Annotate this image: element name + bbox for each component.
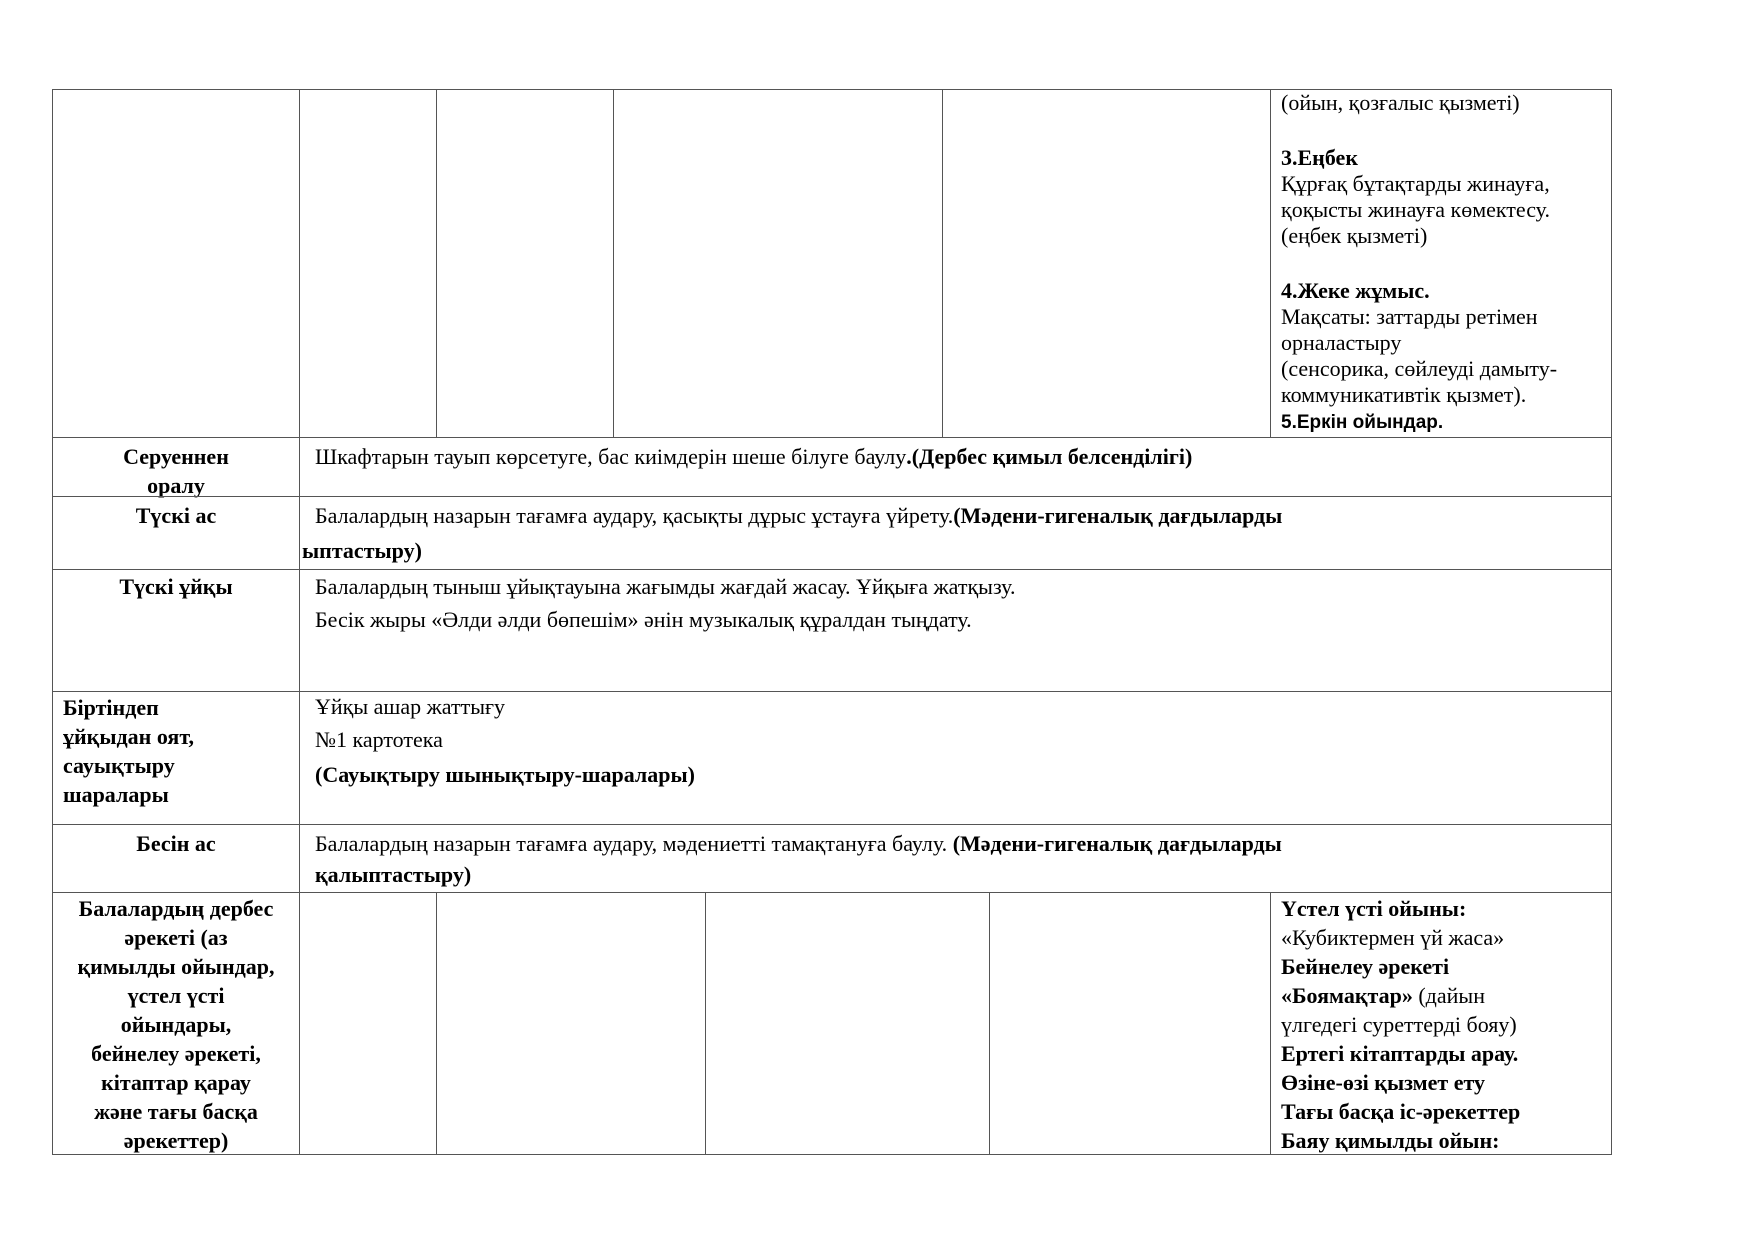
activity-label-8: және тағы басқа [94, 1099, 258, 1124]
top-right-line-6: орналастыру [1281, 330, 1402, 355]
snack-text-line-2: қалыптастыру) [315, 862, 472, 887]
wake-label-2: ұйқыдан оят, [63, 724, 194, 749]
nap-line-1: Балалардың тыныш ұйықтауына жағымды жағдай жасау. Ұйқыға жатқызу. [315, 574, 1016, 599]
wake-label-3: сауықтыру [63, 753, 175, 778]
top-right-line-5: Мақсаты: заттарды ретімен [1281, 304, 1538, 329]
activity-label-1: Балалардың дербес [78, 896, 274, 921]
wake-line-1: Ұйқы ашар жаттығу [315, 694, 506, 719]
activity-label-5: ойындары, [120, 1012, 232, 1037]
lunch-text-line-1 [315, 503, 1282, 529]
activity-right-4b: (дайын [1412, 983, 1485, 1008]
top-right-heading-4: 4.Жеке жұмыс. [1281, 278, 1430, 303]
activity-right-8: Тағы басқа іс-әрекеттер [1281, 1099, 1521, 1124]
snack-text-line-1 [315, 831, 1282, 857]
top-right-line-3: қоқысты жинауға көмектесу. [1281, 197, 1550, 222]
return-walk-text [315, 444, 1192, 470]
activity-right-4 [1281, 983, 1485, 1009]
top-row-cell-2 [299, 89, 437, 438]
activity-right-9: Баяу қимылды ойын: [1281, 1128, 1500, 1153]
top-right-line-7: (сенсорика, сөйлеуді дамыту- [1281, 356, 1558, 381]
activity-cell-3 [436, 892, 706, 1155]
top-right-line-1: (ойын, қозғалыс қызметі) [1281, 90, 1520, 115]
activity-cell-2 [299, 892, 437, 1155]
top-row-cell-4 [613, 89, 943, 438]
activity-label-3: қимылды ойындар, [77, 954, 275, 979]
wake-label-4: шаралары [63, 782, 169, 807]
wake-label-1: Біртіндеп [63, 695, 159, 720]
wake-line-2: №1 картотека [315, 727, 443, 752]
lunch-bold-1: (Мәдени-гигеналық дағдыларды [953, 503, 1283, 528]
lunch-text-line-2: ыптастыру) [302, 538, 422, 563]
activity-label-9: әрекеттер) [123, 1128, 229, 1153]
activity-cell-4 [705, 892, 990, 1155]
activity-right-3: Бейнелеу әрекеті [1281, 954, 1450, 979]
activity-right-7: Өзіне-өзі қызмет ету [1281, 1070, 1486, 1095]
return-walk-label-1: Серуеннен [123, 444, 229, 469]
activity-label-6: бейнелеу әрекеті, [91, 1041, 261, 1066]
activity-right-1: Үстел үсті ойыны: [1281, 896, 1467, 921]
lunch-label: Түскі ас [135, 503, 217, 528]
activity-right-6: Ертегі кітаптарды арау. [1281, 1041, 1519, 1066]
top-right-heading-5: 5.Еркін ойындар. [1281, 412, 1444, 433]
return-walk-bold: .(Дербес қимыл белсенділігі) [906, 444, 1193, 469]
lunch-plain: Балалардың назарын тағамға аудару, қасықты дұрыс ұстауға үйрету. [315, 503, 954, 528]
top-right-line-8: коммуникативтік қызмет). [1281, 382, 1527, 407]
return-walk-plain: Шкафтарын тауып көрсетуге, бас киімдерін шеше білуге баулу [315, 444, 907, 469]
activity-cell-5 [989, 892, 1271, 1155]
top-right-line-2: Құрғақ бұтақтарды жинауға, [1281, 171, 1550, 196]
top-row-cell-3 [436, 89, 614, 438]
top-row-cell-1 [52, 89, 300, 438]
activity-label-7: кітаптар қарау [101, 1070, 251, 1095]
top-row-cell-5 [942, 89, 1271, 438]
snack-label: Бесін ас [136, 831, 216, 856]
nap-line-2: Бесік жыры «Әлди әлди бөпешім» әнін музыкалық құралдан тыңдату. [315, 607, 972, 632]
snack-bold-1: (Мәдени-гигеналық дағдыларды [952, 831, 1282, 856]
top-right-line-4: (еңбек қызметі) [1281, 223, 1428, 248]
activity-label-4: үстел үсті [127, 983, 225, 1008]
nap-label: Түскі ұйқы [119, 574, 233, 599]
snack-plain: Балалардың назарын тағамға аудару, мәдениетті тамақтануға баулу. [315, 831, 953, 856]
activity-right-4a: «Боямақтар» [1281, 983, 1413, 1008]
activity-label-2: әрекеті (аз [124, 925, 228, 950]
top-right-heading-3: 3.Еңбек [1281, 145, 1358, 170]
wake-line-3: (Сауықтыру шынықтыру-шаралары) [315, 762, 695, 787]
return-walk-label-2: оралу [147, 473, 205, 498]
activity-right-2: «Кубиктермен үй жаса» [1281, 925, 1505, 950]
activity-right-5: үлгедегі суреттерді бояу) [1281, 1012, 1517, 1037]
